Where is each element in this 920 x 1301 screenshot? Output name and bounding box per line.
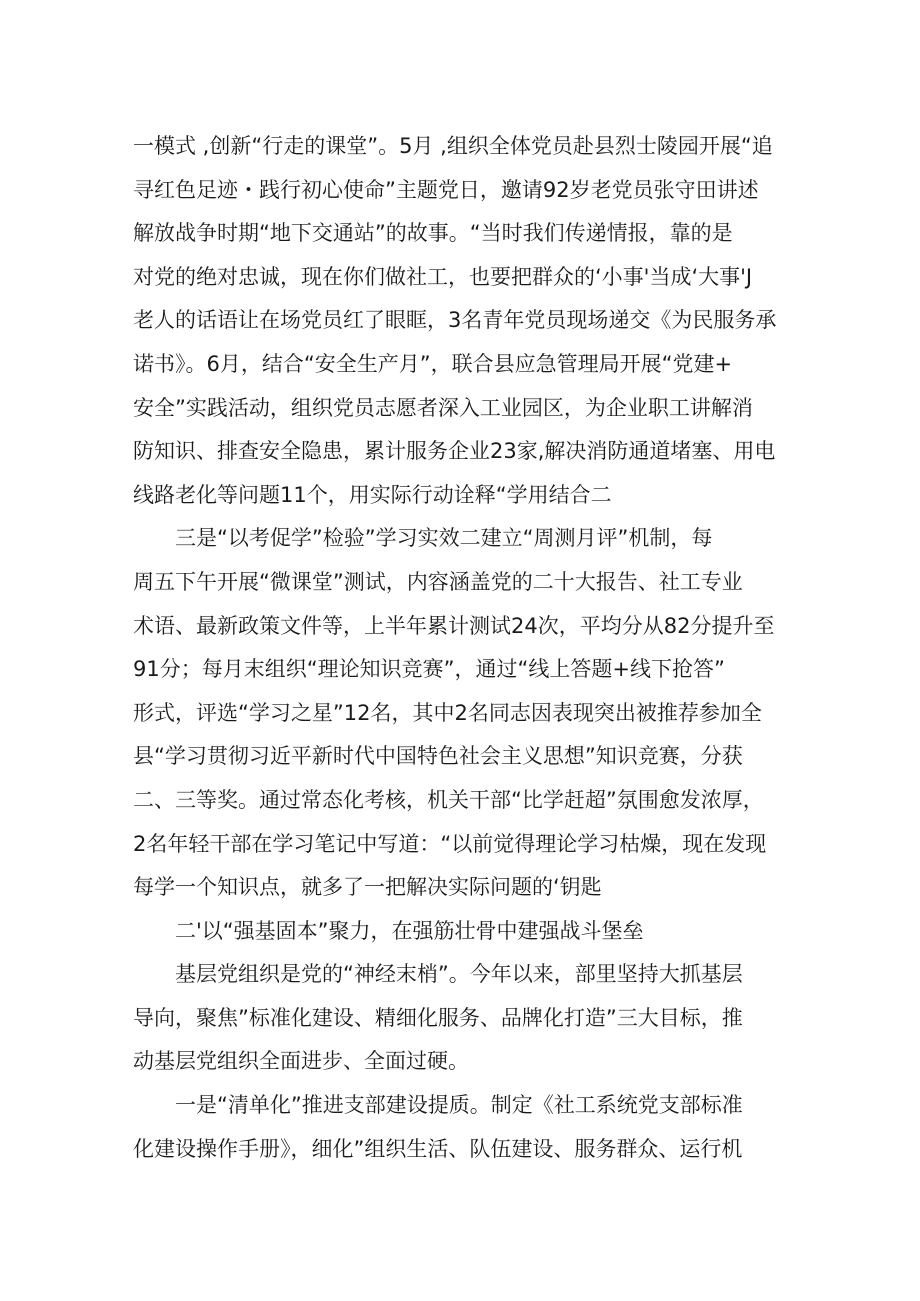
- text-line: 导向，聚焦”标准化建设、精细化服务、品牌化打造”三大目标，推: [133, 1005, 743, 1030]
- section-heading: 二'以“强基固本”聚力，在强筋壮骨中建强战斗堡垒: [133, 918, 644, 943]
- text-line: 诺书》。6月，结合“安全生产月”，联合县应急管理局开展“党建+: [133, 351, 733, 376]
- text-line: 91分；每月末组织“理论知识竞赛”，通过“线上答题+线下抢答”: [133, 657, 725, 682]
- text-line: 形式，评选“学习之星”12名，其中2名同志因表现突出被推荐参加全: [133, 700, 762, 725]
- text-line: 周五下午开展“微课堂”测试，内容涵盖党的二十大报告、社工专业: [133, 569, 743, 594]
- text-line: 寻红色足迹・践行初心使命”主题党日，邀请92岁老党员张守田讲述: [133, 177, 759, 202]
- text-line: 术语、最新政策文件等，上半年累计测试24次，平均分从82分提升至: [133, 613, 775, 638]
- text-line: 老人的话语让在场党员红了眼眶，3名青年党员现场递交《为民服务承: [133, 308, 777, 333]
- paragraph-start-line: 基层党组织是党的“神经末梢”。今年以来，部里坚持大抓基层: [133, 962, 743, 987]
- document-body: [133, 125, 803, 1171]
- text-line: 一模式 ,创新“行走的课堂”。5月 ,组织全体党员赴县烈士陵园开展“追: [133, 134, 773, 158]
- paragraph-start-line: 三是“以考促学”检验”学习实效二建立“周测月评”机制，每: [133, 526, 713, 551]
- text-line: 动基层党组织全面进步、全面过硬。: [133, 1049, 469, 1074]
- text-line: 对党的绝对忠诚，现在你们做社工，也要把群众的‘小事'当成‘大事'J: [133, 264, 753, 289]
- text-line: 每学一个知识点，就多了一把解决实际问题的‘钥匙: [133, 875, 602, 900]
- text-line: 安全”实践活动，组织党员志愿者深入工业园区，为企业职工讲解消: [133, 395, 753, 420]
- text-line: 线路老化等问题11个，用实际行动诠释“学用结合二: [133, 482, 612, 507]
- paragraph-start-line: 一是“清单化”推进支部建设提质。制定《社工系统党支部标准: [133, 1093, 743, 1118]
- text-line: 二、三等奖。通过常态化考核，机关干部“比学赶超”氛围愈发浓厚，: [133, 787, 764, 812]
- text-line: 解放战争时期“地下交通站”的故事。“当时我们传递情报，靠的是: [133, 221, 733, 246]
- text-line: 县“学习贯彻习近平新时代中国特色社会主义思想”知识竞赛，分获: [133, 744, 743, 769]
- text-line: 2名年轻干部在学习笔记中写道：“以前觉得理论学习枯燥，现在发现: [133, 831, 767, 856]
- text-line: 防知识、排查安全隐患，累计服务企业23家,解决消防通道堵塞、用电: [133, 439, 776, 464]
- text-line: 化建设操作手册》，细化”组织生活、队伍建设、服务群众、运行机: [133, 1136, 743, 1161]
